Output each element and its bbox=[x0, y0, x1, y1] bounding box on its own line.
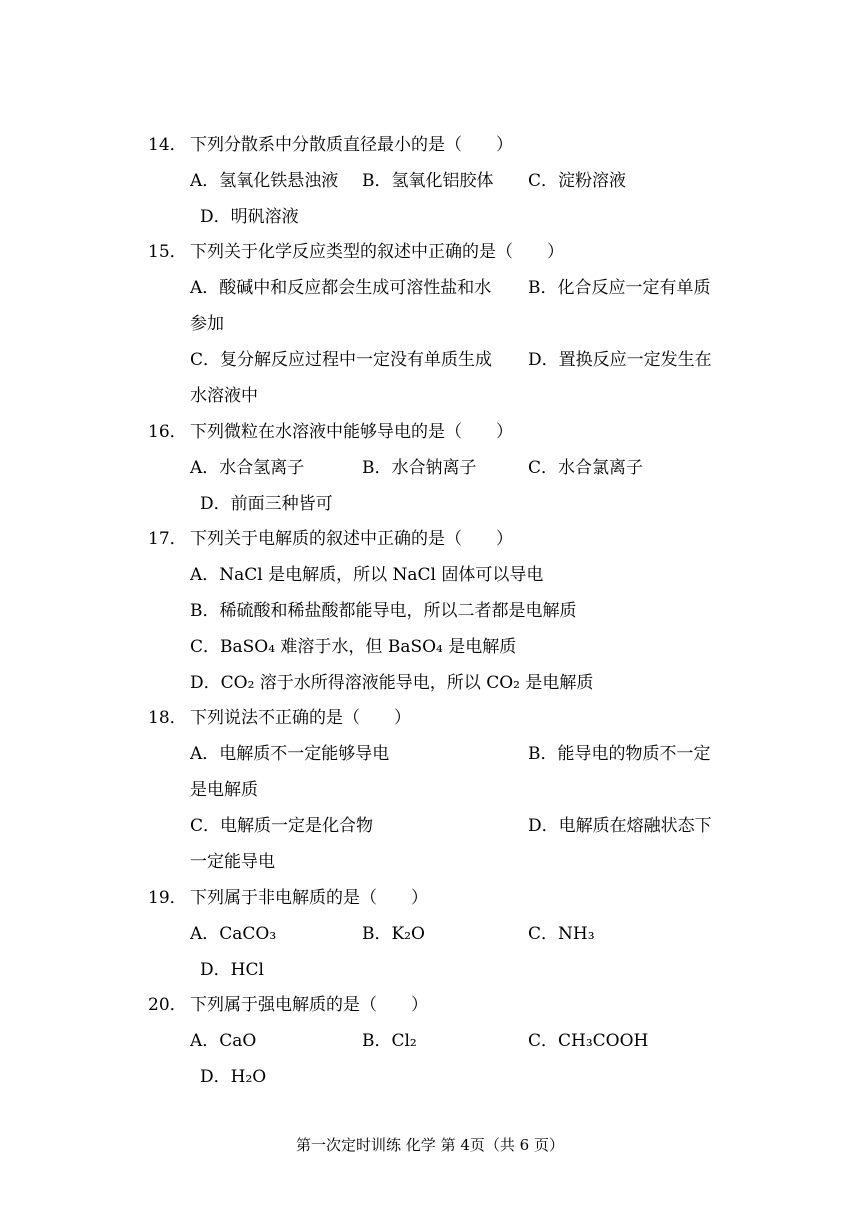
question-number: 17． bbox=[148, 529, 187, 549]
option-c: C．NH₃ bbox=[528, 924, 595, 944]
option-a: A．电解质不一定能够导电 bbox=[190, 744, 390, 764]
option-b-continued: 参加 bbox=[190, 314, 224, 334]
question-number: 18． bbox=[148, 708, 187, 728]
page-footer: 第一次定时训练 化学 第 4页（共 6 页） bbox=[296, 1136, 564, 1154]
option-d: D．前面三种皆可 bbox=[200, 494, 333, 514]
question-number: 15． bbox=[148, 242, 187, 262]
option-a: A．水合氢离子 bbox=[190, 458, 305, 478]
option-d: D．置换反应一定发生在 bbox=[528, 350, 712, 370]
option-d: D．HCl bbox=[200, 960, 264, 980]
option-a: A．酸碱中和反应都会生成可溶性盐和水 bbox=[190, 278, 492, 298]
question-number: 14． bbox=[148, 135, 187, 155]
question-stem: 下列微粒在水溶液中能够导电的是（ ） bbox=[190, 422, 513, 442]
question-stem: 下列说法不正确的是（ ） bbox=[190, 708, 411, 728]
question-stem: 下列分散系中分散质直径最小的是（ ） bbox=[190, 135, 513, 155]
option-d: D．CO₂ 溶于水所得溶液能导电，所以 CO₂ 是电解质 bbox=[190, 673, 594, 693]
option-d: D．电解质在熔融状态下 bbox=[528, 816, 712, 836]
question-number: 19． bbox=[148, 888, 187, 908]
option-a: A．CaCO₃ bbox=[190, 924, 277, 944]
option-d: D．明矾溶液 bbox=[200, 207, 299, 227]
option-c: C．复分解反应过程中一定没有单质生成 bbox=[190, 350, 493, 370]
question-number: 16． bbox=[148, 422, 187, 442]
question-stem: 下列关于化学反应类型的叙述中正确的是（ ） bbox=[190, 242, 564, 262]
option-a: A．CaO bbox=[190, 1031, 257, 1051]
option-c: C．CH₃COOH bbox=[528, 1031, 649, 1051]
question-stem: 下列关于电解质的叙述中正确的是（ ） bbox=[190, 529, 513, 549]
option-c: C．水合氯离子 bbox=[528, 458, 644, 478]
option-c: C．BaSO₄ 难溶于水，但 BaSO₄ 是电解质 bbox=[190, 637, 517, 657]
option-c: C．淀粉溶液 bbox=[528, 171, 627, 191]
option-d-continued: 水溶液中 bbox=[190, 386, 258, 406]
option-a: A．NaCl 是电解质，所以 NaCl 固体可以导电 bbox=[190, 565, 544, 585]
question-stem: 下列属于强电解质的是（ ） bbox=[190, 995, 428, 1015]
option-a: A．氢氧化铁悬浊液 bbox=[190, 171, 339, 191]
option-d-continued: 一定能导电 bbox=[190, 852, 275, 872]
option-d: D．H₂O bbox=[200, 1067, 267, 1087]
question-stem: 下列属于非电解质的是（ ） bbox=[190, 888, 428, 908]
option-b: B．能导电的物质不一定 bbox=[528, 744, 711, 764]
option-b: B．化合反应一定有单质 bbox=[528, 278, 711, 298]
option-b: B．K₂O bbox=[362, 924, 425, 944]
option-b: B．稀硫酸和稀盐酸都能导电，所以二者都是电解质 bbox=[190, 601, 577, 621]
option-b: B．Cl₂ bbox=[362, 1031, 417, 1051]
option-b: B．氢氧化铝胶体 bbox=[362, 171, 494, 191]
option-b: B．水合钠离子 bbox=[362, 458, 477, 478]
question-number: 20． bbox=[148, 995, 187, 1015]
option-c: C．电解质一定是化合物 bbox=[190, 816, 374, 836]
option-b-continued: 是电解质 bbox=[190, 780, 258, 800]
